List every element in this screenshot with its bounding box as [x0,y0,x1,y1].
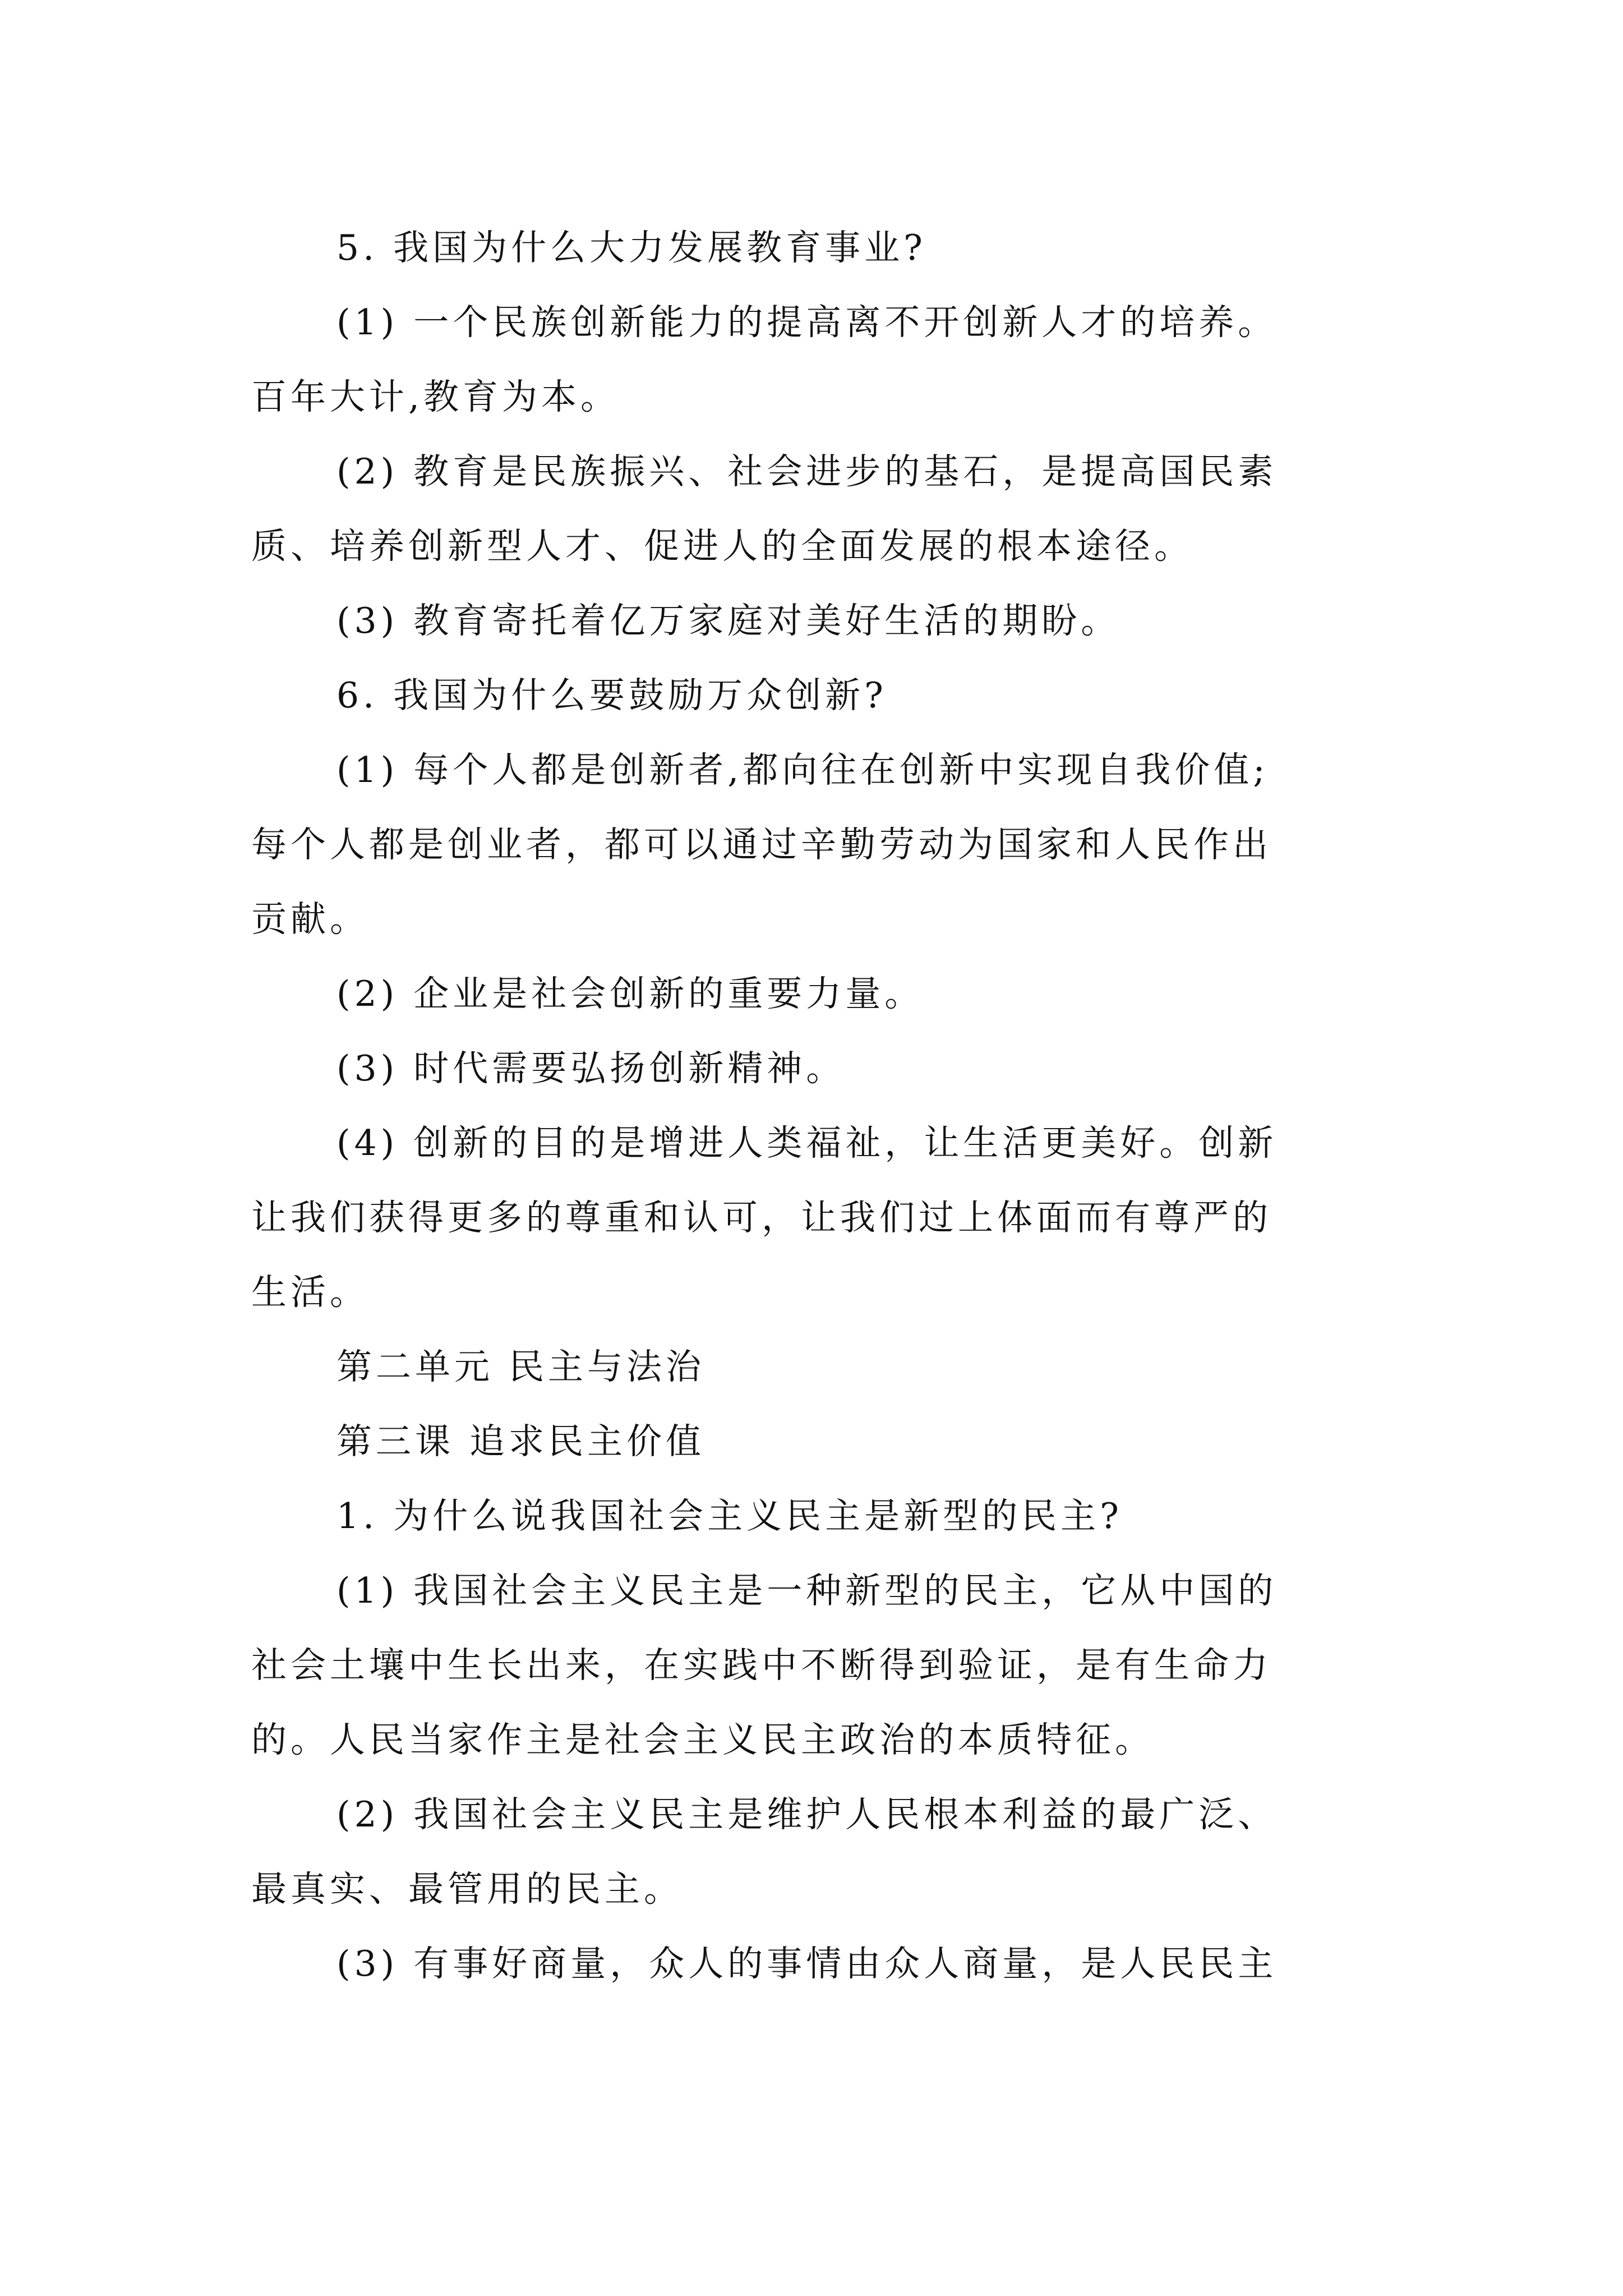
lesson-3-heading: 第三课 追求民主价值 [336,1421,706,1462]
question-5-heading: 5. 我国为什么大力发展教育事业? [336,227,926,268]
q5-point-2-line-1: (2) 教育是民族振兴、社会进步的基石，是提高国民素 [336,451,1278,492]
q5-point-2-line-2: 质、培养创新型人才、促进人的全面发展的根本途径。 [251,526,1193,567]
l3-q1-point-2-line-1: (2) 我国社会主义民主是维护人民根本利益的最广泛、 [336,1794,1278,1835]
unit-2-heading: 第二单元 民主与法治 [336,1346,706,1387]
q6-point-1-line-1: (1) 每个人都是创新者,都向往在创新中实现自我价值; [336,749,1269,790]
l3-q1-point-3-line-1: (3) 有事好商量，众人的事情由众人商量，是人民民主 [336,1943,1278,1984]
l3-question-1-heading: 1. 为什么说我国社会主义民主是新型的民主? [336,1496,1123,1536]
q5-point-1-line-2: 百年大计,教育为本。 [251,376,620,417]
question-6-heading: 6. 我国为什么要鼓励万众创新? [336,675,887,716]
q6-point-4-line-2: 让我们获得更多的尊重和认可，让我们过上体面而有尊严的 [251,1197,1272,1238]
q5-point-1-line-1: (1) 一个民族创新能力的提高离不开创新人才的培养。 [336,302,1278,343]
l3-q1-point-1-line-1: (1) 我国社会主义民主是一种新型的民主，它从中国的 [336,1570,1278,1611]
q5-point-3: (3) 教育寄托着亿万家庭对美好生活的期盼。 [336,600,1121,641]
l3-q1-point-2-line-2: 最真实、最管用的民主。 [251,1869,683,1910]
q6-point-4-line-1: (4) 创新的目的是增进人类福祉，让生活更美好。创新 [336,1122,1278,1163]
q6-point-1-line-2: 每个人都是创业者，都可以通过辛勤劳动为国家和人民作出 [251,824,1272,865]
q6-point-1-line-3: 贡献。 [251,899,369,940]
l3-q1-point-1-line-3: 的。人民当家作主是社会主义民主政治的本质特征。 [251,1719,1154,1760]
q6-point-2: (2) 企业是社会创新的重要力量。 [336,973,924,1014]
l3-q1-point-1-line-2: 社会土壤中生长出来，在实践中不断得到验证，是有生命力 [251,1645,1272,1686]
q6-point-3: (3) 时代需要弘扬创新精神。 [336,1048,846,1089]
q6-point-4-line-3: 生活。 [251,1272,369,1313]
